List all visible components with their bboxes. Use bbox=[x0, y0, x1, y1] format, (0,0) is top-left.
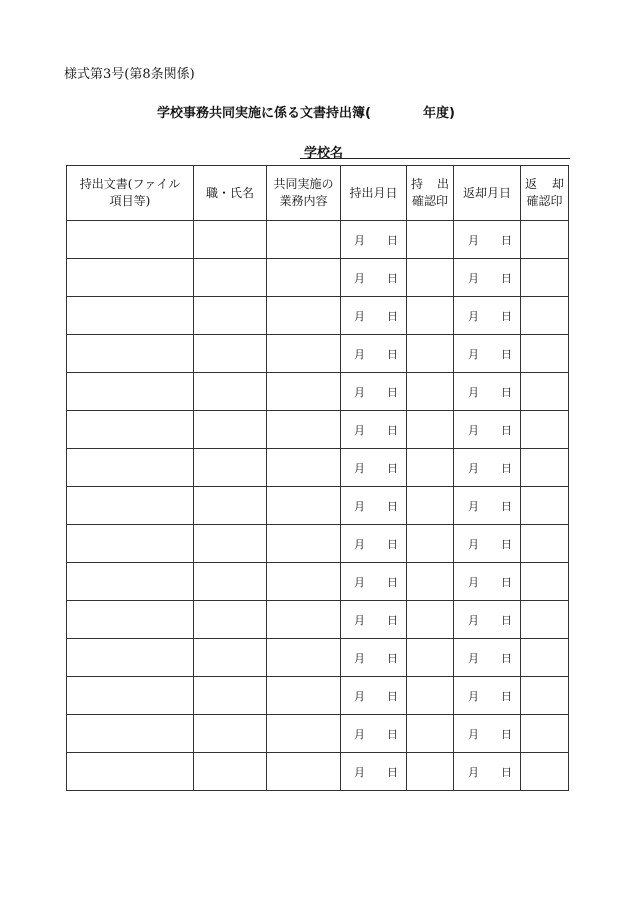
table-row bbox=[67, 411, 569, 449]
table-row bbox=[67, 487, 569, 525]
day-label: 日 bbox=[501, 385, 512, 399]
month-label: 月 bbox=[468, 385, 479, 399]
table-row bbox=[67, 639, 569, 677]
position-name-cell[interactable] bbox=[194, 297, 267, 335]
joint-work-cell[interactable] bbox=[267, 221, 341, 259]
month-label: 月 bbox=[468, 233, 479, 247]
position-name-cell[interactable] bbox=[194, 335, 267, 373]
return-confirm-seal-cell[interactable] bbox=[521, 487, 569, 525]
takeout-confirm-seal-cell[interactable] bbox=[407, 525, 454, 563]
return-date-cell-labels bbox=[454, 232, 520, 248]
document-cell[interactable] bbox=[67, 335, 194, 373]
table-row bbox=[67, 753, 569, 791]
document-cell[interactable] bbox=[67, 411, 194, 449]
return-confirm-seal-cell[interactable] bbox=[521, 449, 569, 487]
month-label: 月 bbox=[468, 347, 479, 361]
document-cell[interactable] bbox=[67, 601, 194, 639]
day-label: 日 bbox=[387, 537, 398, 551]
header-takeout-confirm-line1 bbox=[407, 176, 453, 193]
takeout-date-cell[interactable] bbox=[341, 411, 407, 449]
return-date-cell[interactable] bbox=[454, 525, 521, 563]
position-name-cell[interactable] bbox=[194, 753, 267, 791]
joint-work-cell[interactable] bbox=[267, 297, 341, 335]
takeout-date-cell[interactable] bbox=[341, 449, 407, 487]
return-date-cell[interactable] bbox=[454, 563, 521, 601]
month-label: 月 bbox=[468, 765, 479, 779]
takeout-confirm-seal-cell[interactable] bbox=[407, 639, 454, 677]
month-label: 月 bbox=[468, 689, 479, 703]
position-name-cell[interactable] bbox=[194, 639, 267, 677]
takeout-confirm-seal-cell[interactable] bbox=[407, 715, 454, 753]
joint-work-cell[interactable] bbox=[267, 373, 341, 411]
table-row bbox=[67, 715, 569, 753]
takeout-date-cell[interactable] bbox=[341, 259, 407, 297]
day-label: 日 bbox=[387, 727, 398, 741]
table-row bbox=[67, 563, 569, 601]
day-label: 日 bbox=[501, 651, 512, 665]
header-takeout-date bbox=[341, 166, 407, 221]
joint-work-cell[interactable] bbox=[267, 525, 341, 563]
month-label: 月 bbox=[354, 575, 365, 589]
day-label: 日 bbox=[501, 309, 512, 323]
day-label: 日 bbox=[501, 613, 512, 627]
header-return-confirm bbox=[521, 166, 569, 221]
position-name-cell[interactable] bbox=[194, 601, 267, 639]
header-row bbox=[67, 166, 569, 221]
header-joint-line2: 業務内容 bbox=[279, 194, 328, 208]
header-return-confirm-line1 bbox=[521, 176, 568, 193]
month-label: 月 bbox=[354, 271, 365, 285]
day-label: 日 bbox=[387, 309, 398, 323]
return-date-cell-labels bbox=[454, 346, 520, 362]
document-cell[interactable] bbox=[67, 563, 194, 601]
month-label: 月 bbox=[468, 575, 479, 589]
table-body bbox=[67, 221, 569, 791]
position-name-cell[interactable] bbox=[194, 677, 267, 715]
takeout-date-cell[interactable] bbox=[341, 373, 407, 411]
day-label: 日 bbox=[501, 499, 512, 513]
day-label: 日 bbox=[501, 689, 512, 703]
day-label: 日 bbox=[501, 347, 512, 361]
return-date-cell-labels bbox=[454, 460, 520, 476]
takeout-date-cell[interactable] bbox=[341, 525, 407, 563]
day-label: 日 bbox=[387, 575, 398, 589]
joint-work-cell[interactable] bbox=[267, 677, 341, 715]
takeout-confirm-seal-cell[interactable] bbox=[407, 411, 454, 449]
form-number: 様式第3号(第8条関係) bbox=[64, 67, 195, 82]
return-date-cell-labels bbox=[454, 422, 520, 438]
return-date-cell[interactable] bbox=[454, 639, 521, 677]
return-date-cell-labels bbox=[454, 612, 520, 628]
return-date-cell[interactable] bbox=[454, 715, 521, 753]
month-label: 月 bbox=[354, 423, 365, 437]
day-label: 日 bbox=[501, 575, 512, 589]
day-label: 日 bbox=[387, 461, 398, 475]
return-date-cell-labels bbox=[454, 650, 520, 666]
header-position-name-text: 職・氏名 bbox=[205, 185, 254, 200]
day-label: 日 bbox=[501, 765, 512, 779]
month-label: 月 bbox=[354, 233, 365, 247]
takeout-date-cell-labels bbox=[341, 460, 406, 476]
document-title bbox=[157, 102, 455, 121]
month-label: 月 bbox=[468, 309, 479, 323]
takeout-date-cell-labels bbox=[341, 650, 406, 666]
day-label: 日 bbox=[501, 727, 512, 741]
return-date-cell[interactable] bbox=[454, 221, 521, 259]
return-confirm-seal-cell[interactable] bbox=[521, 677, 569, 715]
return-confirm-seal-cell[interactable] bbox=[521, 601, 569, 639]
day-label: 日 bbox=[387, 233, 398, 247]
takeout-confirm-seal-cell[interactable] bbox=[407, 753, 454, 791]
return-date-cell-labels bbox=[454, 688, 520, 704]
return-date-cell-labels bbox=[454, 536, 520, 552]
takeout-date-cell-labels bbox=[341, 270, 406, 286]
takeout-date-cell-labels bbox=[341, 232, 406, 248]
document-cell[interactable] bbox=[67, 373, 194, 411]
takeout-confirm-seal-cell[interactable] bbox=[407, 221, 454, 259]
document-cell[interactable] bbox=[67, 753, 194, 791]
school-name-label: 学校名 bbox=[304, 146, 344, 161]
return-date-cell[interactable] bbox=[454, 411, 521, 449]
return-date-cell-labels bbox=[454, 764, 520, 780]
return-confirm-seal-cell[interactable] bbox=[521, 373, 569, 411]
document-cell[interactable] bbox=[67, 677, 194, 715]
takeout-confirm-seal-cell[interactable] bbox=[407, 373, 454, 411]
takeout-date-cell[interactable] bbox=[341, 335, 407, 373]
return-date-cell[interactable] bbox=[454, 335, 521, 373]
header-return-date bbox=[454, 166, 521, 221]
month-label: 月 bbox=[354, 765, 365, 779]
month-label: 月 bbox=[468, 613, 479, 627]
month-label: 月 bbox=[354, 727, 365, 741]
header-takeout-confirm-b: 出 bbox=[436, 177, 449, 191]
month-label: 月 bbox=[354, 613, 365, 627]
month-label: 月 bbox=[354, 499, 365, 513]
takeout-date-cell-labels bbox=[341, 498, 406, 514]
header-return-confirm-b: 却 bbox=[551, 177, 564, 191]
day-label: 日 bbox=[387, 271, 398, 285]
return-confirm-seal-cell[interactable] bbox=[521, 335, 569, 373]
takeout-date-cell[interactable] bbox=[341, 297, 407, 335]
return-confirm-seal-cell[interactable] bbox=[521, 411, 569, 449]
header-return-date-text: 返却月日 bbox=[462, 185, 511, 200]
header-takeout-confirm bbox=[407, 166, 454, 221]
takeout-confirm-seal-cell[interactable] bbox=[407, 259, 454, 297]
takeout-confirm-seal-cell[interactable] bbox=[407, 335, 454, 373]
day-label: 日 bbox=[387, 347, 398, 361]
header-position-name bbox=[194, 166, 267, 221]
header-document-line2: 項目等) bbox=[109, 194, 151, 208]
takeout-date-cell-labels bbox=[341, 726, 406, 742]
return-date-cell-labels bbox=[454, 308, 520, 324]
takeout-date-cell-labels bbox=[341, 346, 406, 362]
takeout-date-cell[interactable] bbox=[341, 715, 407, 753]
takeout-date-cell[interactable] bbox=[341, 563, 407, 601]
month-label: 月 bbox=[354, 651, 365, 665]
takeout-date-cell[interactable] bbox=[341, 601, 407, 639]
return-confirm-seal-cell[interactable] bbox=[521, 221, 569, 259]
table-row bbox=[67, 525, 569, 563]
document-cell[interactable] bbox=[67, 221, 194, 259]
month-label: 月 bbox=[468, 537, 479, 551]
table-row bbox=[67, 221, 569, 259]
takeout-confirm-seal-cell[interactable] bbox=[407, 677, 454, 715]
takeout-date-cell-labels bbox=[341, 308, 406, 324]
position-name-cell[interactable] bbox=[194, 487, 267, 525]
takeout-date-cell[interactable] bbox=[341, 639, 407, 677]
table-row bbox=[67, 259, 569, 297]
day-label: 日 bbox=[387, 499, 398, 513]
table-row bbox=[67, 677, 569, 715]
month-label: 月 bbox=[354, 347, 365, 361]
month-label: 月 bbox=[468, 423, 479, 437]
joint-work-cell[interactable] bbox=[267, 487, 341, 525]
joint-work-cell[interactable] bbox=[267, 601, 341, 639]
document-cell[interactable] bbox=[67, 715, 194, 753]
return-confirm-seal-cell[interactable] bbox=[521, 259, 569, 297]
header-document-line1: 持出文書(ファイル bbox=[79, 177, 181, 191]
school-name-field[interactable] bbox=[300, 142, 570, 159]
return-date-cell[interactable] bbox=[454, 297, 521, 335]
document-cell[interactable] bbox=[67, 297, 194, 335]
month-label: 月 bbox=[354, 385, 365, 399]
takeout-date-cell[interactable] bbox=[341, 221, 407, 259]
document-cell[interactable] bbox=[67, 639, 194, 677]
position-name-cell[interactable] bbox=[194, 525, 267, 563]
joint-work-cell[interactable] bbox=[267, 449, 341, 487]
return-confirm-seal-cell[interactable] bbox=[521, 753, 569, 791]
header-takeout-confirm-line2: 確認印 bbox=[411, 194, 448, 208]
table-row bbox=[67, 335, 569, 373]
day-label: 日 bbox=[387, 689, 398, 703]
month-label: 月 bbox=[354, 309, 365, 323]
day-label: 日 bbox=[501, 271, 512, 285]
takeout-confirm-seal-cell[interactable] bbox=[407, 487, 454, 525]
header-document bbox=[67, 166, 194, 221]
title-main: 学校事務共同実施に係る文書持出簿( bbox=[157, 106, 371, 121]
return-date-cell[interactable] bbox=[454, 753, 521, 791]
joint-work-cell[interactable] bbox=[267, 715, 341, 753]
takeout-date-cell[interactable] bbox=[341, 487, 407, 525]
takeout-confirm-seal-cell[interactable] bbox=[407, 563, 454, 601]
header-joint-work bbox=[267, 166, 341, 221]
takeout-date-cell[interactable] bbox=[341, 753, 407, 791]
position-name-cell[interactable] bbox=[194, 449, 267, 487]
month-label: 月 bbox=[468, 651, 479, 665]
takeout-date-cell-labels bbox=[341, 536, 406, 552]
table-row bbox=[67, 449, 569, 487]
title-year-suffix: 年度) bbox=[422, 106, 455, 121]
day-label: 日 bbox=[501, 461, 512, 475]
table-row bbox=[67, 297, 569, 335]
document-cell[interactable] bbox=[67, 259, 194, 297]
return-date-cell[interactable] bbox=[454, 487, 521, 525]
table-row bbox=[67, 373, 569, 411]
header-takeout-confirm-a: 持 bbox=[411, 177, 424, 191]
takeout-confirm-seal-cell[interactable] bbox=[407, 449, 454, 487]
table-row bbox=[67, 601, 569, 639]
takeout-confirm-seal-cell[interactable] bbox=[407, 601, 454, 639]
return-date-cell[interactable] bbox=[454, 677, 521, 715]
takeout-date-cell-labels bbox=[341, 384, 406, 400]
return-confirm-seal-cell[interactable] bbox=[521, 563, 569, 601]
day-label: 日 bbox=[387, 385, 398, 399]
header-joint-line1: 共同実施の bbox=[273, 177, 334, 191]
day-label: 日 bbox=[387, 765, 398, 779]
month-label: 月 bbox=[468, 727, 479, 741]
takeout-date-cell-labels bbox=[341, 764, 406, 780]
return-date-cell[interactable] bbox=[454, 601, 521, 639]
position-name-cell[interactable] bbox=[194, 411, 267, 449]
month-label: 月 bbox=[468, 461, 479, 475]
return-date-cell-labels bbox=[454, 726, 520, 742]
document-takeout-table bbox=[66, 165, 569, 791]
return-date-cell[interactable] bbox=[454, 373, 521, 411]
position-name-cell[interactable] bbox=[194, 221, 267, 259]
document-cell[interactable] bbox=[67, 525, 194, 563]
takeout-date-cell-labels bbox=[341, 574, 406, 590]
day-label: 日 bbox=[501, 537, 512, 551]
joint-work-cell[interactable] bbox=[267, 563, 341, 601]
month-label: 月 bbox=[468, 271, 479, 285]
joint-work-cell[interactable] bbox=[267, 335, 341, 373]
header-return-confirm-a: 返 bbox=[525, 177, 538, 191]
day-label: 日 bbox=[501, 423, 512, 437]
joint-work-cell[interactable] bbox=[267, 259, 341, 297]
position-name-cell[interactable] bbox=[194, 259, 267, 297]
return-date-cell-labels bbox=[454, 498, 520, 514]
header-return-confirm-line2: 確認印 bbox=[526, 194, 563, 208]
header-takeout-date-text: 持出月日 bbox=[349, 185, 398, 200]
document-cell[interactable] bbox=[67, 487, 194, 525]
document-cell[interactable] bbox=[67, 449, 194, 487]
takeout-date-cell-labels bbox=[341, 612, 406, 628]
position-name-cell[interactable] bbox=[194, 373, 267, 411]
return-confirm-seal-cell[interactable] bbox=[521, 715, 569, 753]
day-label: 日 bbox=[387, 651, 398, 665]
month-label: 月 bbox=[354, 689, 365, 703]
return-confirm-seal-cell[interactable] bbox=[521, 297, 569, 335]
return-date-cell-labels bbox=[454, 384, 520, 400]
return-date-cell-labels bbox=[454, 270, 520, 286]
day-label: 日 bbox=[501, 233, 512, 247]
return-confirm-seal-cell[interactable] bbox=[521, 639, 569, 677]
return-date-cell-labels bbox=[454, 574, 520, 590]
joint-work-cell[interactable] bbox=[267, 411, 341, 449]
day-label: 日 bbox=[387, 613, 398, 627]
return-confirm-seal-cell[interactable] bbox=[521, 525, 569, 563]
position-name-cell[interactable] bbox=[194, 715, 267, 753]
return-date-cell[interactable] bbox=[454, 449, 521, 487]
month-label: 月 bbox=[354, 461, 365, 475]
takeout-confirm-seal-cell[interactable] bbox=[407, 297, 454, 335]
month-label: 月 bbox=[354, 537, 365, 551]
joint-work-cell[interactable] bbox=[267, 753, 341, 791]
month-label: 月 bbox=[468, 499, 479, 513]
day-label: 日 bbox=[387, 423, 398, 437]
takeout-date-cell-labels bbox=[341, 688, 406, 704]
position-name-cell[interactable] bbox=[194, 563, 267, 601]
joint-work-cell[interactable] bbox=[267, 639, 341, 677]
takeout-date-cell-labels bbox=[341, 422, 406, 438]
return-date-cell[interactable] bbox=[454, 259, 521, 297]
takeout-date-cell[interactable] bbox=[341, 677, 407, 715]
